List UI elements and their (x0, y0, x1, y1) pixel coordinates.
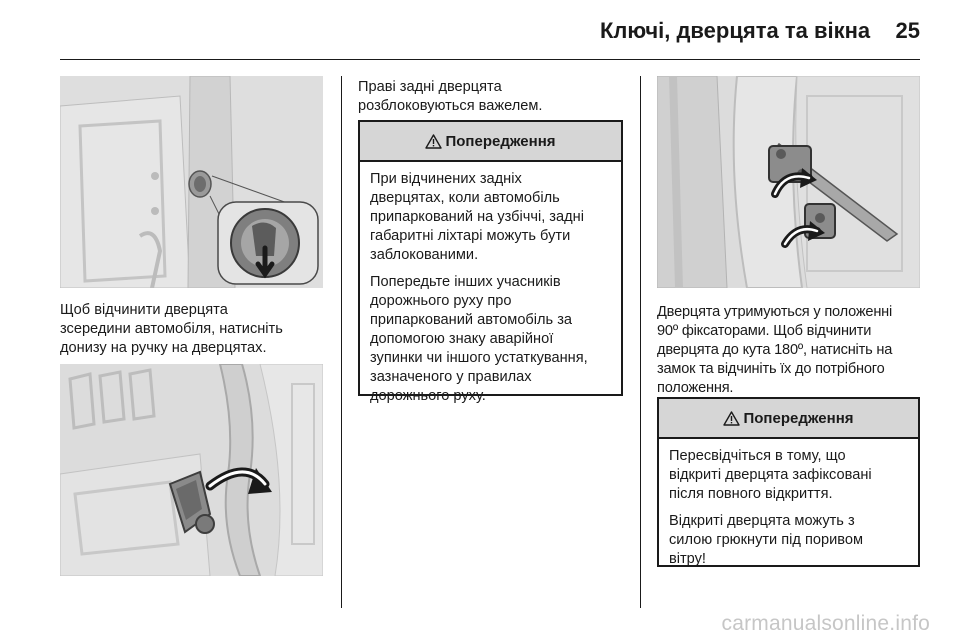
illustration-rear-door-lever (60, 364, 323, 576)
text-line: заблокованими. (370, 247, 479, 263)
warning-box-parking (358, 120, 623, 404)
text-line: зсередини автомобіля, натисніть (60, 321, 283, 337)
warning-title: Попередження (743, 409, 854, 427)
page-number: 25 (895, 18, 920, 43)
text-line: після повного відкриття. (669, 486, 833, 502)
warning-body (659, 439, 918, 569)
illustration-door-handle-detail (60, 76, 323, 288)
column-divider-left (341, 76, 342, 608)
column-divider-right (640, 76, 641, 608)
text-line: силою грюкнути під поривом (669, 532, 864, 548)
text-line: вітру! (669, 551, 706, 567)
watermark-text: carmanualsonline.info (721, 612, 930, 635)
warning-paragraph (370, 273, 611, 406)
col2-intro-text (358, 78, 628, 116)
text-line: Щоб відчинити дверцята (60, 302, 228, 318)
text-line: припаркований на узбіччі, задні (370, 209, 584, 225)
text-line: Дверцята утримуються у положенні (657, 304, 893, 320)
warning-header (360, 122, 621, 162)
warning-triangle-icon (425, 134, 442, 149)
text-line: При відчинених задніх (370, 171, 522, 187)
text-line: Відкриті дверцята можуть з (669, 513, 855, 529)
illustration-door-check-strap (657, 76, 920, 288)
text-line: Пересвідчіться в тому, що (669, 448, 846, 464)
header-rule (60, 59, 920, 60)
warning-header (659, 399, 918, 439)
page-header-title: Ключі, дверцята та вікна (600, 18, 871, 43)
warning-triangle-icon (723, 411, 740, 426)
text-line: розблоковуються важелем. (358, 98, 543, 114)
text-line: положення. (657, 380, 734, 396)
text-line: зупинки чи іншого устаткування, (370, 350, 588, 366)
text-line: Попередьте інших учасників (370, 274, 561, 290)
col1-instruction-text (60, 301, 335, 358)
text-line: дорожнього руху про (370, 293, 512, 309)
text-line: замок та відчиніть їх до потрібного (657, 361, 885, 377)
warning-paragraph (669, 447, 908, 504)
text-line: габаритні ліхтарі можуть бути (370, 228, 571, 244)
text-line: дорожнього руху. (370, 388, 486, 404)
text-line: 90º фіксаторами. Щоб відчинити (657, 323, 872, 339)
col3-instruction-text (657, 303, 927, 398)
warning-title: Попередження (445, 132, 556, 150)
text-line: донизу на ручку на дверцятах. (60, 340, 267, 356)
text-line: допомогою знаку аварійної (370, 331, 554, 347)
text-line: дверцята до кута 180º, натисніть на (657, 342, 893, 358)
warning-box-door-fixing (657, 397, 920, 567)
warning-paragraph (669, 512, 908, 569)
warning-body (360, 162, 621, 406)
text-line: дверцятах, коли автомобіль (370, 190, 560, 206)
text-line: зазначеного у правилах (370, 369, 532, 385)
text-line: відкриті дверцята зафіксовані (669, 467, 872, 483)
warning-paragraph (370, 170, 611, 265)
text-line: припаркований автомобіль за (370, 312, 573, 328)
text-line: Праві задні дверцята (358, 79, 502, 95)
